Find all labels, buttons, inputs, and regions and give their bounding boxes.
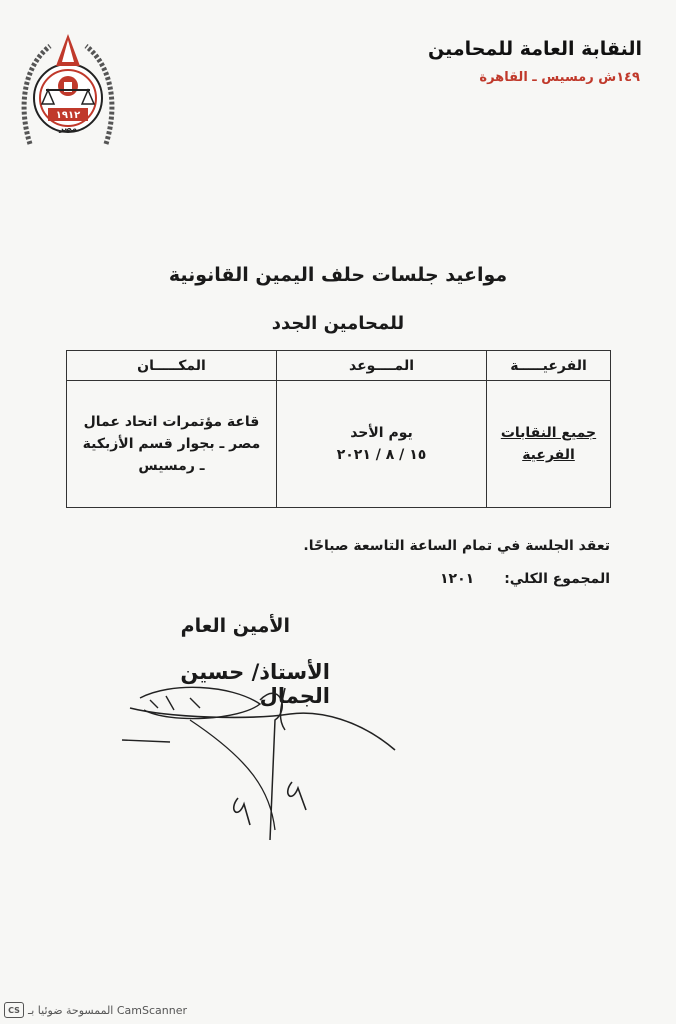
header-branch: الفرعيـــــة: [487, 351, 611, 381]
signatory-role: الأمين العام: [180, 615, 290, 637]
cell-branch: [487, 381, 611, 508]
table-row: [67, 381, 611, 508]
org-address: ١٤٩ش رمسيس ـ القاهرة: [479, 70, 640, 85]
scanner-footer: [4, 1001, 187, 1019]
branch-text: جميع النقابات الفرعية: [500, 425, 597, 463]
camscanner-icon: CS: [4, 1002, 24, 1018]
header-date: المــــوعد: [277, 351, 487, 381]
place-text: قاعة مؤتمرات اتحاد عمال مصر ـ بجوار قسم الأزبكية ـ رمسيس: [82, 414, 261, 474]
logo-place: مصر: [59, 124, 77, 133]
session-date: ١٥ / ٨ / ٢٠٢١: [336, 447, 427, 463]
total-value: ١٢٠١: [440, 571, 475, 587]
handwritten-signature: [110, 680, 410, 840]
signatory-name: الأستاذ/ حسين الجمال: [180, 660, 330, 708]
logo-year: ١٩١٢: [55, 110, 81, 121]
cell-place: [67, 381, 277, 508]
session-day: يوم الأحد: [350, 425, 413, 441]
scanner-footer-text: الممسوحة ضوئيا بـ CamScanner: [28, 1003, 187, 1017]
org-name: النقابة العامة للمحامين: [428, 38, 642, 60]
document-subtitle: للمحامين الجدد: [271, 313, 405, 334]
document-title: مواعيد جلسات حلف اليمين القانونية: [168, 264, 508, 286]
session-time-note: تعقد الجلسة في تمام الساعة التاسعة صباحًا.: [303, 538, 610, 554]
header-place: المكـــــان: [67, 351, 277, 381]
bar-association-logo: [20, 26, 116, 156]
schedule-table: [66, 350, 611, 508]
total-label: المجموع الكلي:: [504, 571, 610, 587]
cell-date: [277, 381, 487, 508]
table-header-row: [67, 351, 611, 381]
